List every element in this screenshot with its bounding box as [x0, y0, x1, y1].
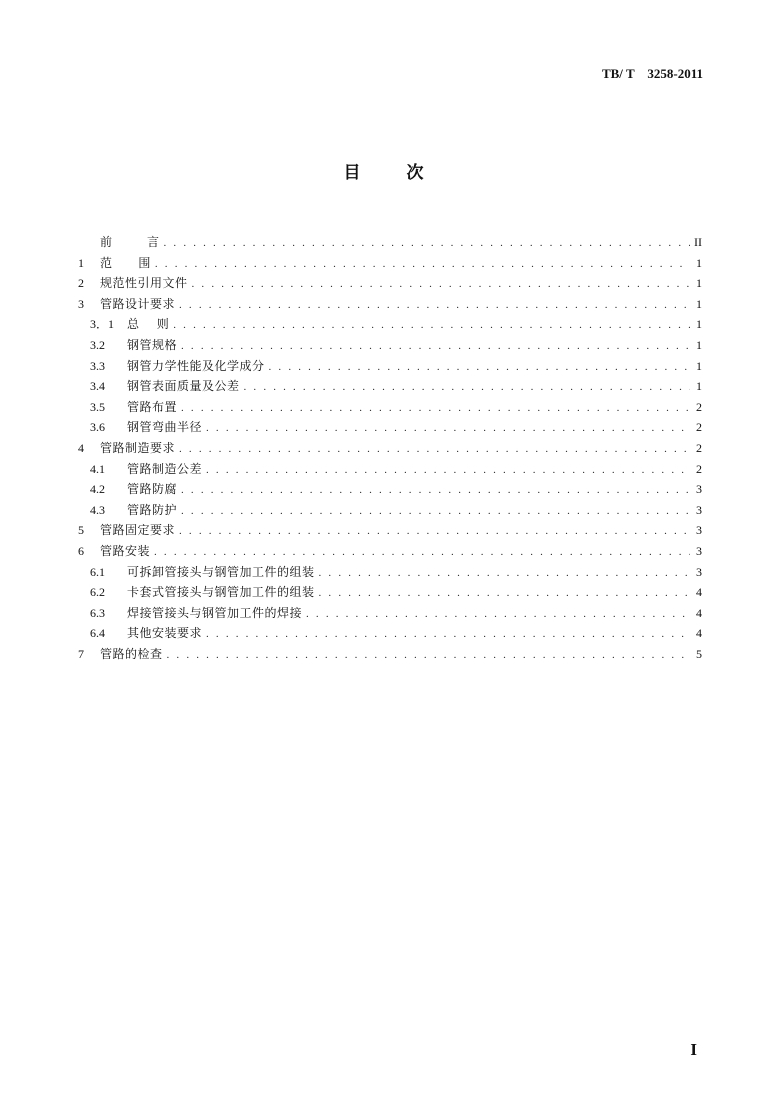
toc-entry-page: 3: [696, 543, 702, 558]
toc-leader-dots: [181, 480, 690, 501]
toc-leader-dots: [306, 604, 690, 625]
toc-entry[interactable]: [78, 376, 702, 397]
toc-entry[interactable]: [78, 253, 702, 274]
toc-entry[interactable]: [78, 273, 702, 294]
toc-entry-label: 管路制造公差: [127, 461, 203, 476]
toc-leader-dots: [206, 624, 690, 645]
toc-entry-label: 管路安装: [100, 543, 151, 558]
toc-entry-label: 管路设计要求: [100, 296, 176, 311]
toc-entry-label: 前 言: [100, 235, 160, 249]
toc-entry-page: 3: [696, 564, 702, 579]
toc-entry-label: 规范性引用文件: [100, 276, 188, 291]
toc-entry-number: 6.2: [90, 585, 105, 600]
page-folio: I: [690, 1040, 697, 1059]
toc-entry-number: 6.3: [90, 605, 105, 620]
toc-leader-dots: [192, 274, 690, 295]
toc-entry-page: 2: [696, 399, 702, 414]
toc-entry-page: II: [694, 235, 702, 249]
toc-leader-dots: [181, 501, 690, 522]
toc-entry[interactable]: [78, 479, 702, 500]
toc-leader-dots: [179, 439, 690, 460]
toc-entry-number: 3．1: [90, 317, 115, 332]
table-of-contents: [78, 232, 702, 664]
toc-entry[interactable]: [78, 520, 702, 541]
toc-entry-label: 钢管力学性能及化学成分: [127, 358, 265, 373]
toc-entry[interactable]: [78, 623, 702, 644]
toc-leader-dots: [181, 336, 690, 357]
toc-entry-label: 管路防护: [127, 502, 178, 517]
toc-title-char-2: 次: [406, 163, 424, 183]
toc-entry-page: 1: [696, 255, 702, 270]
toc-entry-number: 4.3: [90, 502, 105, 517]
toc-entry-page: 2: [696, 461, 702, 476]
toc-leader-dots: [179, 521, 690, 542]
toc-leader-dots: [319, 563, 690, 584]
toc-entry-number: 3.2: [90, 337, 105, 352]
toc-entry[interactable]: [78, 603, 702, 624]
toc-entry-page: 1: [696, 276, 702, 291]
toc-entry[interactable]: [78, 397, 702, 418]
toc-entry-number: 4.2: [90, 482, 105, 497]
toc-entry[interactable]: [78, 500, 702, 521]
toc-leader-dots: [154, 542, 690, 563]
toc-entry-page: 1: [696, 379, 702, 394]
toc-entry[interactable]: [78, 459, 702, 480]
toc-entry-label: 焊接管接头与钢管加工件的焊接: [127, 605, 303, 620]
toc-entry-number: 3.3: [90, 358, 105, 373]
toc-entry-number: 3: [78, 296, 84, 311]
toc-entry-page: 1: [696, 317, 702, 332]
toc-entry[interactable]: [78, 582, 702, 603]
toc-entry[interactable]: [78, 438, 702, 459]
toc-entry-number: 3.5: [90, 399, 105, 414]
toc-entry-label: 钢管表面质量及公差: [127, 379, 240, 394]
toc-entry[interactable]: [78, 335, 702, 356]
toc-entry-page: 3: [696, 523, 702, 538]
toc-entry-page: 2: [696, 420, 702, 435]
toc-entry[interactable]: [78, 314, 702, 335]
toc-entry-label: 管路的检查: [100, 646, 163, 661]
toc-entry[interactable]: [78, 294, 702, 315]
toc-entry-page: 1: [696, 337, 702, 352]
toc-leader-dots: [155, 254, 690, 275]
toc-entry-number: 4.1: [90, 461, 105, 476]
toc-entry[interactable]: [78, 541, 702, 562]
toc-entry-number: 7: [78, 646, 84, 661]
toc-leader-dots: [269, 357, 690, 378]
toc-entry-label: 其他安装要求: [127, 626, 203, 641]
toc-title: [0, 158, 767, 183]
toc-leader-dots: [206, 460, 690, 481]
toc-title-char-1: 目: [343, 163, 361, 183]
toc-leader-dots: [319, 583, 690, 604]
toc-entry-page: 4: [696, 605, 702, 620]
toc-leader-dots: [167, 645, 690, 666]
toc-entry-page: 5: [696, 646, 702, 661]
toc-entry-page: 2: [696, 440, 702, 455]
toc-entry-page: 4: [696, 585, 702, 600]
toc-entry-label: 钢管弯曲半径: [127, 420, 203, 435]
toc-entry[interactable]: [78, 562, 702, 583]
toc-entry-label: 管路制造要求: [100, 440, 176, 455]
toc-entry-label: 可拆卸管接头与钢管加工件的组装: [127, 564, 315, 579]
toc-entry-page: 1: [696, 358, 702, 373]
toc-entry-label: 范 围: [100, 255, 151, 270]
toc-entry[interactable]: [78, 644, 702, 665]
toc-entry-page: 3: [696, 482, 702, 497]
toc-entry[interactable]: [78, 356, 702, 377]
toc-entry-label: 总 则: [127, 317, 170, 332]
toc-leader-dots: [173, 315, 690, 336]
toc-leader-dots: [179, 295, 690, 316]
toc-entry-number: 4: [78, 440, 84, 455]
toc-entry-number: 1: [78, 255, 84, 270]
toc-entry-label: 钢管规格: [127, 337, 178, 352]
toc-leader-dots: [164, 233, 690, 254]
toc-entry-page: 3: [696, 502, 702, 517]
toc-entry[interactable]: [78, 232, 702, 253]
toc-entry-label: 管路防腐: [127, 482, 178, 497]
toc-leader-dots: [206, 418, 690, 439]
toc-entry-number: 5: [78, 523, 84, 538]
toc-leader-dots: [181, 398, 690, 419]
toc-entry-number: 6.1: [90, 564, 105, 579]
toc-entry-number: 3.6: [90, 420, 105, 435]
toc-leader-dots: [244, 377, 690, 398]
toc-entry-number: 2: [78, 276, 84, 291]
toc-entry-number: 6: [78, 543, 84, 558]
toc-entry-number: 3.4: [90, 379, 105, 394]
toc-entry-label: 卡套式管接头与钢管加工件的组装: [127, 585, 315, 600]
toc-entry-label: 管路固定要求: [100, 523, 176, 538]
toc-entry-number: 6.4: [90, 626, 105, 641]
toc-entry-page: 1: [696, 296, 702, 311]
standard-code: TB/ T 3258-2011: [601, 66, 703, 81]
toc-entry-page: 4: [696, 626, 702, 641]
toc-entry[interactable]: [78, 417, 702, 438]
toc-entry-label: 管路布置: [127, 399, 178, 414]
